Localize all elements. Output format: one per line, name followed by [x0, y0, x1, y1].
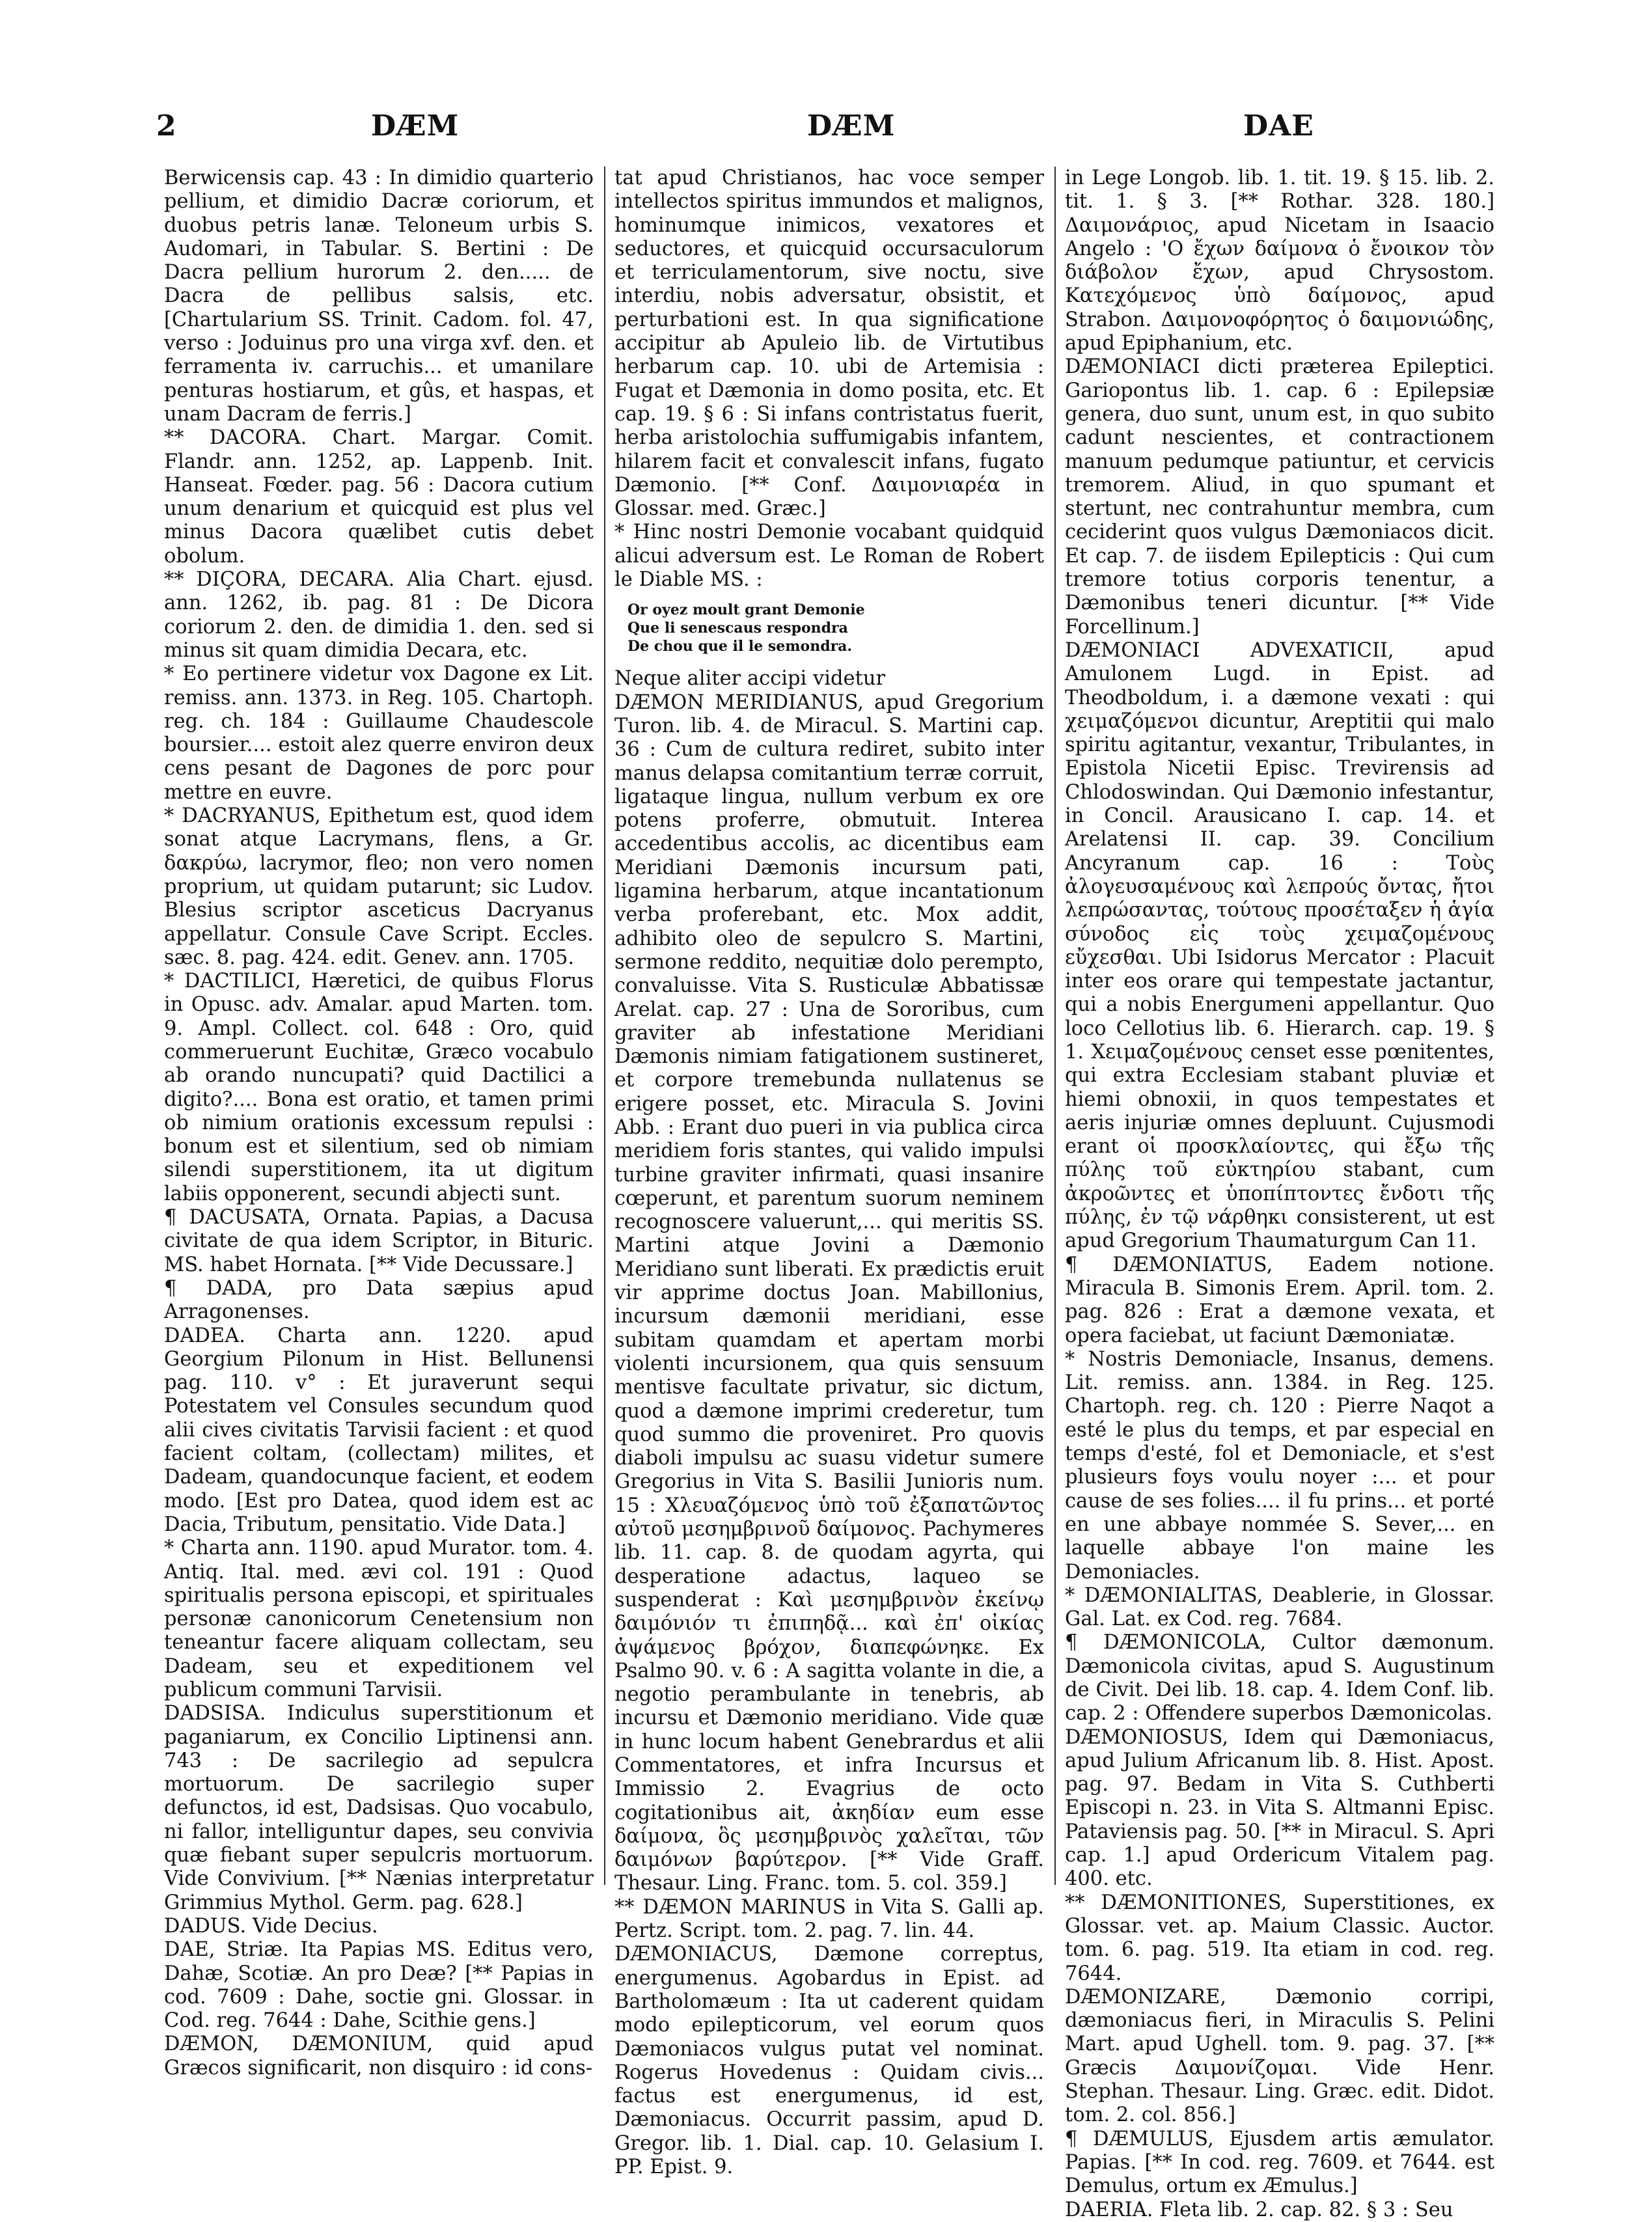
verse-line: De chou que il le semondra.	[627, 638, 853, 655]
column-rule-right	[1054, 167, 1056, 1885]
entry-paragraph: ¶ DACUSATA, Ornata. Papias, a Dacusa civitate de qua idem Scriptor, in Bituric. MS. habet Hornata. [** Vide Decussare.]	[164, 1206, 594, 1276]
entry-paragraph: Neque aliter accipi videtur	[614, 667, 886, 691]
entry-paragraph: ¶ DÆMULUS, Ejusdem artis æmulator. Papias. [** In cod. reg. 7609. et 7644. est Demulus, ortum ex Æmulus.]	[1065, 2127, 1494, 2198]
column-left	[164, 167, 594, 2079]
entry-paragraph: ** DACORA. Chart. Margar. Comit. Flandr. ann. 1252, ap. Lappenb. Init. Hanseat. Fœder. pag. 56 : Dacora cutium unum denarium et quicquid est plus vel minus Dacora quælibet cutis debet obolum.	[164, 426, 594, 568]
entry-paragraph: ¶ DADA, pro Data sæpius apud Arragonenses.	[164, 1276, 594, 1324]
entry-paragraph: * DACRYANUS, Epithetum est, quod idem sonat atque Lacrymans, flens, a Gr. δακρύω, lacrymor, fleo; non vero nomen proprium, ut quidam putarunt; sic Ludov. Blesius scriptor asceticus Dacryanus appellatur. Consule Cave Script. Eccles. sæc. 8. pag. 424. edit. Genev. ann. 1705.	[164, 804, 594, 969]
entry-paragraph: DAERIA. Fleta lib. 2. cap. 82. § 3 : Seu	[1065, 2198, 1453, 2221]
column-right	[1065, 167, 1494, 2221]
verse-line: Or oyez moult grant Demonie	[627, 601, 865, 619]
entry-paragraph: DADUS. Vide Decius.	[164, 1914, 378, 1938]
entry-paragraph: * Nostris Demoniacle, Insanus, demens. Lit. remiss. ann. 1384. in Reg. 125. Chartoph. reg. ch. 120 : Pierre Naqot a esté le plus du temps, et par especial en temps d'esté, fol et Demoniacle, et s'est plusieurs foys voulu noyer :... et pour cause de ses folies.... il fu prins... et porté en une abbaye nommée S. Sever,... en laquelle abbaye l'on maine les Demoniacles.	[1065, 1347, 1494, 1584]
entry-paragraph: DADEA. Charta ann. 1220. apud Georgium Pilonum in Hist. Bellunensi pag. 110. v° : Et juraverunt sequi Potestatem vel Consules secundum quod alii cives civitatis Tarvisii facient : et quod facient coltam, (collectam) milites, et Dadeam, quandocunque facient, et eodem modo. [Est pro Datea, quod idem est ac Dacia, Tributum, pensitatio. Vide Data.]	[164, 1324, 594, 1536]
entry-paragraph: in Lege Longob. lib. 1. tit. 19. § 15. lib. 2. tit. 1. § 3. [** Rothar. 328. 180.] Δαιμονάριος, apud Nicetam in Isaacio Angelo : 'Ο ἔχων δαίμονα ὁ ἔνοικον τὸν διάβολον ἔχων, apud Chrysostom. Κατεχόμενος ὑπὸ δαίμονος, apud Strabon. Δαιμονοφόρητος ὁ δαιμονιώδης, apud Epiphanium, etc.	[1065, 167, 1494, 355]
column-middle	[614, 167, 1044, 2179]
entry-paragraph: DÆMON, DÆMONIUM, quid apud Græcos significarit, non disquiro : id cons-	[164, 2033, 594, 2079]
verse-quotation	[627, 601, 1044, 655]
entry-paragraph: DÆMONIZARE, Dæmonio corripi, dæmoniacus fieri, in Miraculis S. Pelini Mart. apud Ughell. tom. 9. pag. 37. [** Græcis Δαιμονίζομαι. Vide Henr. Stephan. Thesaur. Ling. Græc. edit. Didot. tom. 2. col. 856.]	[1065, 1985, 1494, 2127]
verse-line: Que li senescaus respondra	[627, 620, 848, 637]
entry-paragraph: DÆMONIACI ADVEXATICII, apud Amulonem Lugd. in Epist. ad Theodboldum, i. a dæmone vexati : qui χειμαζόμενοι dicuntur, Areptitii qui malo spiritu agitantur, vexantur, Tribulantes, in Epistola Nicetii Episc. Trevirensis ad Chlodoswindan. Qui Dæmonio infestantur, in Concil. Arausicano I. cap. 14. et Arelatensi II. cap. 39. Concilium Ancyranum cap. 16 : Τοὺς ἀλογευσαμένους καὶ λεπρούς ὄντας, ἤτοι λεπρώσαντας, τούτους προσέταξεν ἡ ἁγία σύνοδος εἰς τοὺς χειμαζομένους εὔχεσθαι. Ubi Isidorus Mercator : Placuit inter eos orare qui tempestate jactantur, qui a nobis Energumeni appellantur. Quo loco Cellotius lib. 6. Hierarch. cap. 19. § 1. Χειμαζομένους censet esse pœnitentes, qui extra Ecclesiam stabant pluviæ et hiemi obnoxii, in quos tempestates et aeris injuriæ omnes depluunt. Cujusmodi erant οἱ προσκλαίοντες, qui ἔξω τῆς πύλης τοῦ εὐκτηρίου stabant, cum ἀκροῶντες et ὑποπίπτοντες ἔνδοτι τῆς πύλης, ἐν τῷ νάρθηκι consisterent, ut est apud Gregorium Thaumaturgum Can 11.	[1065, 638, 1494, 1253]
entry-paragraph: ** DIÇORA, DECARA. Alia Chart. ejusd. ann. 1262, ib. pag. 81 : De Dicora coriorum 2. den. de dimidia 1. den. sed si minus sit quam dimidia Decara, etc.	[164, 568, 594, 662]
header-right-guideword: DAE	[1243, 109, 1314, 143]
entry-paragraph: * Charta ann. 1190. apud Murator. tom. 4. Antiq. Ital. med. ævi col. 191 : Quod spiritualis persona episcopi, et spirituales personæ canonicorum Cenetensium non teneantur facere aliquam collectam, seu Dadeam, seu et expeditionem vel publicum communi Tarvisii.	[164, 1537, 594, 1701]
entry-paragraph: * Hinc nostri Demonie vocabant quidquid alicui adversum est. Le Roman de Robert le Diable MS. :	[614, 521, 1044, 592]
entry-paragraph: DADSISA. Indiculus superstitionum et paganiarum, ex Concilio Liptinensi ann. 743 : De sacrilegio ad sepulcra mortuorum. De sacrilegio super defunctos, id est, Dadsisas. Quo vocabulo, ni fallor, intelliguntur dapes, seu convivia quæ fiebant super sepulcris mortuorum. Vide Convivium. [** Nænias interpretatur Grimmius Mythol. Germ. pag. 628.]	[164, 1702, 594, 1914]
entry-paragraph: * DACTILICI, Hæretici, de quibus Florus in Opusc. adv. Amalar. apud Marten. tom. 9. Ampl. Collect. col. 648 : Oro, quid commeruerunt Euchitæ, Græco vocabulo ab orando nuncupati? quid Dactilici a digito?.... Bona est oratio, et tamen primi ob nimium orationis excessum repulsi : bonum est et silentium, sed ob nimiam silendi superstitionem, ita ut digitum labiis opponerent, secundi abjecti sunt.	[164, 970, 594, 1205]
entry-paragraph: DÆMONIOSUS, Idem qui Dæmoniacus, apud Julium Africanum lib. 8. Hist. Apost. pag. 97. Bedam in Vita S. Cuthberti Episcopi n. 23. in Vita S. Altmanni Episc. Pataviensis pag. 50. [** in Miracul. S. Apri cap. 1.] apud Ordericum Vitalem pag. 400. etc.	[1065, 1725, 1494, 1891]
header-left-guideword: DÆM	[371, 109, 460, 143]
entry-paragraph: DÆMONIACUS, Dæmone correptus, energumenus. Agobardus in Epist. ad Bartholomæum : Ita ut caderent quidam modo epilepticorum, vel eorum quos Dæmoniacos vulgus putat vel nominat. Rogerus Hovedenus : Quidam civis... factus est energumenus, id est, Dæmoniacus. Occurrit passim, apud D. Gregor. lib. 1. Dial. cap. 10. Gelasium I. PP. Epist. 9.	[614, 1943, 1044, 2179]
running-header	[156, 109, 1494, 155]
header-center-guideword: DÆM	[807, 109, 896, 143]
entry-paragraph: * DÆMONIALITAS, Deablerie, in Glossar. Gal. Lat. ex Cod. reg. 7684.	[1065, 1584, 1494, 1631]
entry-paragraph: DÆMONIACI dicti præterea Epileptici. Gariopontus lib. 1. cap. 6 : Epilepsiæ genera, duo sunt, unum est, in quo subito cadunt nescientes, et contractionem manuum pedumque patiuntur, et cervicis tremorem. Aliud, in quo spumant et stertunt, nec contrahuntur membra, cum ceciderint quos vulgus Dæmoniacos dicit. Et cap. 7. de iisdem Epilepticis : Qui cum tremore totius corporis tenentur, a Dæmonibus teneri dicuntur. [** Vide Forcellinum.]	[1065, 355, 1494, 638]
entry-paragraph: tat apud Christianos, hac voce semper intellectos spiritus immundos et malignos, hominumque inimicos, vexatores et seductores, et quicquid occursaculorum et terriculamentorum, sive noctu, sive interdiu, nobis adversatur, obsistit, et perturbationi est. In qua significatione accipitur ab Apuleio lib. de Virtutibus herbarum cap. 10. ubi de Artemisia : Fugat et Dæmonia in domo posita, etc. Et cap. 19. § 6 : Si infans contristatus fuerit, herba aristolochia suffumigabis infantem, hilarem facit et convalescit infans, fugato Dæmonio. [** Conf. Δαιμονιαρέα in Glossar. med. Græc.]	[614, 167, 1044, 521]
entry-paragraph: ¶ DÆMONIATUS, Eadem notione. Miracula B. Simonis Erem. April. tom. 2. pag. 826 : Erat a dæmone vexata, et opera faciebat, ut faciunt Dæmoniatæ.	[1065, 1253, 1494, 1347]
entry-paragraph: DÆMON MERIDIANUS, apud Gregorium Turon. lib. 4. de Miracul. S. Martini cap. 36 : Cum de cultura rediret, subito inter manus delapsa comitantium terræ corruit, ligataque lingua, nullum verbum ex ore potens proferre, obmutuit. Interea accedentibus accolis, ac dicentibus eam Meridiani Dæmonis incursum pati, ligamina herbarum, atque incantationum verba proferebant, etc. Mox addit, adhibito oleo de sepulcro S. Martini, sermone reddito, nequitiæ dolo perempto, convaluisse. Vita S. Rusticulæ Abbatissæ Arelat. cap. 27 : Una de Sororibus, cum graviter ab infestatione Meridiani Dæmonis nimiam fatigationem sustineret, et corpore tremebunda nullatenus se erigere posset, etc. Miracula S. Jovini Abb. : Erant duo pueri in via publica circa meridiem foris stantes, qui valido impulsi turbine graviter infirmati, quasi insanire cœperunt, et parentum suorum neminem recognoscere valuerunt,... qui meritis SS. Martini atque Jovini a Dæmonio Meridiano sunt liberati. Ex prædictis eruit vir apprime doctus Joan. Mabillonius, incursum dæmonii meridiani, esse subitam quamdam et apertam morbi violenti incursionem, qua quis sensuum mentisve facultate privatur, sic dictum, quod a dæmone imprimi crederetur, tum quod summo die proveniret. Pro quovis diaboli impulsu ac suasu videtur sumere Gregorius in Vita S. Basilii Junioris num. 15 : Χλευαζόμενος ὑπὸ τοῦ ἐξαπατῶντος αὐτοῦ μεσημβρινοῦ δαίμονος. Pachymeres lib. 11. cap. 8. de quodam agyrta, qui desperatione adactus, laqueo se suspenderat : Καὶ μεσημβρινὸν ἐκείνῳ δαιμόνιόν τι ἐπιπηδᾷ... καὶ ἐπ' οἰκίας ἀψάμενος βρόχον, διαπεφώνηκε. Ex Psalmo 90. v. 6 : A sagitta volante in die, a negotio perambulante in tenebris, ab incursu et Dæmonio meridiano. Vide quæ in hunc locum habent Genebrardus et alii Commentatores, et infra Incursus et Immissio 2. Evagrius de octo cogitationibus ait, ἀκηδίαν eum esse δαίμονα, ὃς μεσημβρινὸς χαλεῖται, τῶν δαιμόνων βαρύτερον. [** Vide Graff. Thesaur. Ling. Franc. tom. 5. col. 359.]	[614, 691, 1044, 1895]
entry-paragraph: ** DÆMONITIONES, Superstitiones, ex Glossar. vet. ap. Maium Classic. Auctor. tom. 6. pag. 519. Ita etiam in cod. reg. 7644.	[1065, 1891, 1494, 1985]
entry-paragraph: ** DÆMON MARINUS in Vita S. Galli ap. Pertz. Script. tom. 2. pag. 7. lin. 44.	[614, 1895, 1044, 1943]
page-number: 2	[156, 109, 177, 143]
column-rule-left	[604, 167, 605, 1885]
entry-paragraph: * Eo pertinere videtur vox Dagone ex Lit. remiss. ann. 1373. in Reg. 105. Chartoph. reg. ch. 184 : Guillaume Chaudescole boursier.... estoit alez querre environ deux cens pesant de Dagones de porc pour mettre en euvre.	[164, 663, 594, 804]
entry-paragraph: ¶ DÆMONICOLA, Cultor dæmonum. Dæmonicola civitas, apud S. Augustinum de Civit. Dei lib. 18. cap. 4. Idem Conf. lib. cap. 2 : Offendere superbos Dæmonicolas.	[1065, 1631, 1494, 1725]
entry-paragraph: Berwicensis cap. 43 : In dimidio quarterio pellium, et dimidio Dacræ coriorum, et duobus petris lanæ. Teloneum urbis S. Audomari, in Tabular. S. Bertini : De Dacra pellium hurorum 2. den..... de Dacra de pellibus salsis, etc. [Chartularium SS. Trinit. Cadom. fol. 47, verso : Joduinus pro una virga xvf. den. et ferramenta iv. carruchis... et umanilare penturas hostiarum, et gûs, et haspas, et unam Dacram de ferris.]	[164, 167, 594, 426]
entry-paragraph: DAE, Striæ. Ita Papias MS. Editus vero, Dahæ, Scotiæ. An pro Deæ? [** Papias in cod. 7609 : Dahe, soctie gni. Glossar. in Cod. reg. 7644 : Dahe, Scithie gens.]	[164, 1938, 594, 2033]
